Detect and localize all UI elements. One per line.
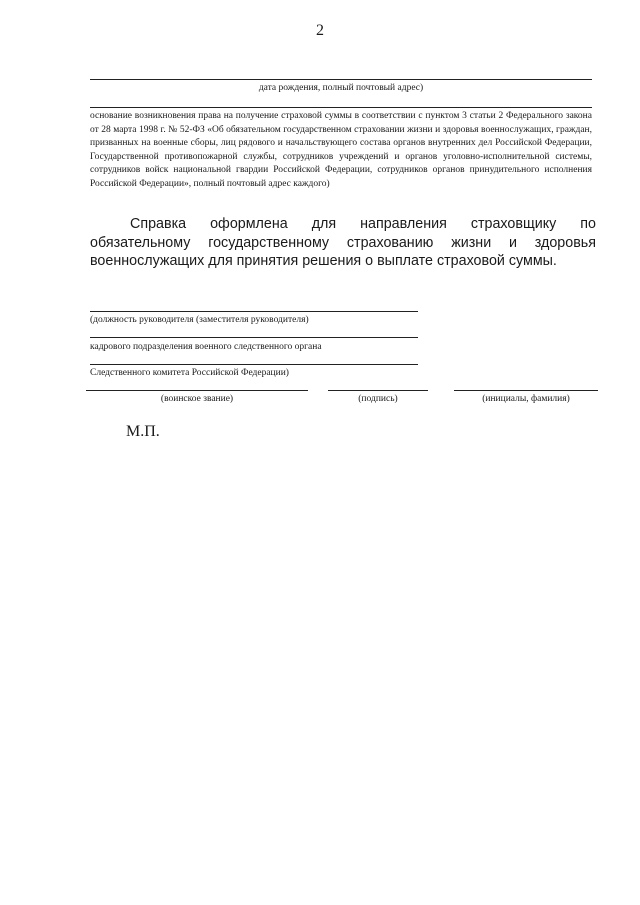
name-line (454, 390, 598, 391)
stamp-place-mark: М.П. (126, 423, 160, 440)
basis-line (90, 107, 592, 108)
basis-paragraph: основание возникновения права на получение страховой суммы в соответствии с пунктом 3 статьи 2 Федерального закона от 28 марта 1998 г. № 52-ФЗ «Об обязательном государственном страховании жизни и здоровья военнослужащих, граждан, призванных на военные сборы, лиц рядового и начальствующего состава органов внутренних дел Российской Федерации, Государственной противопожарной службы, сотрудников учреждений и органов уголовно-исполнительной системы, сотрудников войск национальной гвардии Российской Федерации, сотрудников органов принудительного исполнения Российской Федерации», полный почтовый адрес каждого) (90, 111, 592, 189)
address-caption: дата рождения, полный почтовый адрес) (258, 83, 424, 93)
position-line-3 (90, 364, 418, 365)
position-caption-3: Следственного комитета Российской Федерации) (90, 368, 289, 378)
position-line-1 (90, 311, 418, 312)
page-number: 2 (316, 22, 324, 39)
address-line (90, 79, 592, 80)
rank-caption: (воинское звание) (160, 394, 234, 404)
main-statement: Справка оформлена для направления страховщику по обязательному государственному страхованию жизни и здоровья военнослужащих для принятия решения о выплате страховой суммы. (90, 216, 596, 269)
signature-line (328, 390, 428, 391)
position-caption-1: (должность руководителя (заместителя руководителя) (90, 315, 309, 325)
signature-caption: (подпись) (358, 394, 398, 404)
position-line-2 (90, 337, 418, 338)
rank-line (86, 390, 308, 391)
name-caption: (инициалы, фамилия) (482, 394, 570, 404)
position-caption-2: кадрового подразделения военного следственного органа (90, 342, 322, 352)
